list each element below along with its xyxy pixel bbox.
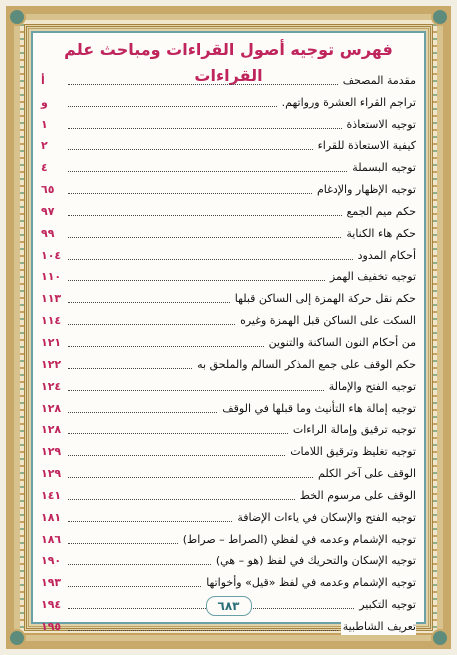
- toc-entry-page: و: [41, 95, 48, 109]
- toc-entry-page: ١٩٣: [41, 576, 62, 590]
- toc-entry-page: ١٠٤: [41, 248, 62, 262]
- toc-entry[interactable]: [41, 395, 416, 417]
- dot-leader: [68, 455, 285, 456]
- dot-leader: [68, 237, 341, 238]
- toc-entry-label: توجيه الإشمام وعدمه في لفظي (الصراط – صراط): [182, 532, 416, 546]
- toc-entry-label: توجيه الإسكان والتحريك في لفظ (هو – هي): [215, 554, 416, 568]
- toc-entry[interactable]: [41, 154, 416, 176]
- toc-entry-page: ١: [41, 117, 48, 131]
- toc-entry-page: ١١٣: [41, 292, 62, 306]
- toc-entry[interactable]: [41, 504, 416, 526]
- toc-entry[interactable]: [41, 351, 416, 373]
- toc-entry-label: مقدمة المصحف: [342, 73, 416, 87]
- toc-entry-page: ١٢٤: [41, 379, 62, 393]
- toc-entry[interactable]: [41, 89, 416, 111]
- toc-entry-label: توجيه تخفيف الهمز: [329, 270, 416, 284]
- toc-entry-page: ٩٩: [41, 226, 55, 240]
- toc-entry-label: توجيه التكبير: [359, 598, 416, 612]
- toc-entry[interactable]: [41, 285, 416, 307]
- dot-leader: [68, 215, 342, 216]
- toc-entry-label: الوقف على آخر الكلم: [318, 467, 416, 481]
- toc-entry-label: توجيه البسملة: [352, 161, 416, 175]
- toc-entry-label: توجيه إمالة هاء التأنيث وما قبلها في الوقف: [222, 401, 416, 415]
- toc-entry-label: توجيه الفتح والإسكان في ياءات الإضافة: [237, 510, 416, 524]
- toc-entry-page: ١١٤: [41, 314, 62, 328]
- toc-entry[interactable]: [41, 548, 416, 570]
- toc-entry-page: ١١٠: [41, 270, 62, 284]
- toc-entry-label: السكت على الساكن قبل الهمزة وغيره: [240, 314, 416, 328]
- dot-leader: [68, 564, 211, 565]
- toc-entry-label: توجيه ترقيق وإمالة الراءات: [292, 423, 416, 437]
- toc-entry-page: ٢: [41, 139, 48, 153]
- toc-entry[interactable]: [41, 307, 416, 329]
- page-number: ٦٨٣: [206, 596, 252, 616]
- dot-leader: [68, 324, 235, 325]
- dot-leader: [68, 193, 312, 194]
- toc-entry[interactable]: [41, 264, 416, 286]
- toc-entry-label: حكم ميم الجمع: [346, 204, 416, 218]
- page-title: فهرس توجيه أصول القراءات ومباحث علم القراءات: [64, 40, 393, 85]
- toc-entry-page: ١٢١: [41, 335, 62, 349]
- toc-entry[interactable]: [41, 482, 416, 504]
- toc-entry-label: توجيه الإشمام وعدمه في لفظ «قيل» وأخواتها: [206, 576, 416, 590]
- dot-leader: [68, 346, 264, 347]
- toc-entry-page: ١٨٦: [41, 532, 62, 546]
- toc-entry-label: حكم الوقف على جمع المذكر السالم والملحق به: [197, 357, 416, 371]
- toc-entry-page: ١٢٩: [41, 445, 62, 459]
- toc-entry-page: ٩٧: [41, 204, 55, 218]
- toc-entry[interactable]: [41, 111, 416, 133]
- toc-entry-label: الوقف على مرسوم الخط: [299, 488, 416, 502]
- toc-entry-label: حكم هاء الكناية: [346, 226, 416, 240]
- toc-entry-label: توجيه الاستعاذة: [346, 117, 416, 131]
- toc-entry[interactable]: [41, 67, 416, 89]
- toc-entry-label: تراجم القراء العشرة ورواتهم.: [281, 95, 416, 109]
- dot-leader: [68, 106, 277, 107]
- dot-leader: [68, 171, 347, 172]
- toc-entry-page: ٤: [41, 161, 48, 175]
- toc-entry-page: أ: [41, 73, 45, 87]
- toc-entry-page: ٦٥: [41, 183, 55, 197]
- toc-entry[interactable]: [41, 438, 416, 460]
- corner-ornament-icon: [431, 629, 449, 647]
- toc-entry[interactable]: [41, 460, 416, 482]
- dot-leader: [68, 149, 313, 150]
- dot-leader: [68, 84, 338, 85]
- dot-leader: [68, 499, 295, 500]
- toc-entry-page: ١٢٢: [41, 357, 62, 371]
- toc-entry[interactable]: [41, 569, 416, 591]
- toc-list: [41, 67, 416, 635]
- dot-leader: [68, 280, 325, 281]
- toc-entry[interactable]: [41, 198, 416, 220]
- corner-ornament-icon: [8, 8, 26, 26]
- content-panel: [31, 31, 426, 633]
- toc-entry[interactable]: [41, 220, 416, 242]
- toc-entry[interactable]: [41, 176, 416, 198]
- toc-entry-label: أحكام المدود: [357, 248, 416, 262]
- corner-ornament-icon: [431, 8, 449, 26]
- dot-leader: [68, 521, 232, 522]
- toc-entry[interactable]: [41, 329, 416, 351]
- toc-entry[interactable]: [41, 613, 416, 635]
- toc-entry-page: ١٩٤: [41, 598, 62, 612]
- toc-entry-label: توجيه الإظهار والإدغام: [316, 183, 416, 197]
- toc-entry-page: ١٨١: [41, 510, 62, 524]
- toc-entry-page: ١٤١: [41, 488, 62, 502]
- dot-leader: [68, 586, 201, 587]
- dot-leader: [68, 368, 192, 369]
- dot-leader: [68, 259, 353, 260]
- toc-entry[interactable]: [41, 526, 416, 548]
- toc-entry-label: توجيه تغليظ وترقيق اللامات: [290, 445, 416, 459]
- toc-entry[interactable]: [41, 133, 416, 155]
- dot-leader: [68, 543, 178, 544]
- dot-leader: [68, 630, 338, 631]
- toc-entry-label: كيفية الاستعاذة للقراء: [317, 139, 416, 153]
- dot-leader: [68, 477, 313, 478]
- dot-leader: [68, 390, 324, 391]
- toc-entry[interactable]: [41, 242, 416, 264]
- toc-entry[interactable]: [41, 373, 416, 395]
- dot-leader: [68, 412, 217, 413]
- toc-entry-label: تعريف الشاطبية: [342, 619, 416, 633]
- toc-entry-label: من أحكام النون الساكنة والتنوين: [268, 335, 416, 349]
- toc-entry-page: ١٢٩: [41, 467, 62, 481]
- dot-leader: [68, 433, 288, 434]
- toc-entry-page: ١٩٥: [41, 619, 62, 633]
- toc-entry-label: توجيه الفتح والإمالة: [328, 379, 416, 393]
- dot-leader: [68, 128, 342, 129]
- toc-entry-label: حكم نقل حركة الهمزة إلى الساكن قبلها: [234, 292, 416, 306]
- dot-leader: [68, 302, 230, 303]
- toc-entry-page: ١٢٨: [41, 401, 62, 415]
- toc-entry-page: ١٩٠: [41, 554, 62, 568]
- toc-entry[interactable]: [41, 417, 416, 439]
- corner-ornament-icon: [8, 629, 26, 647]
- toc-entry-page: ١٢٨: [41, 423, 62, 437]
